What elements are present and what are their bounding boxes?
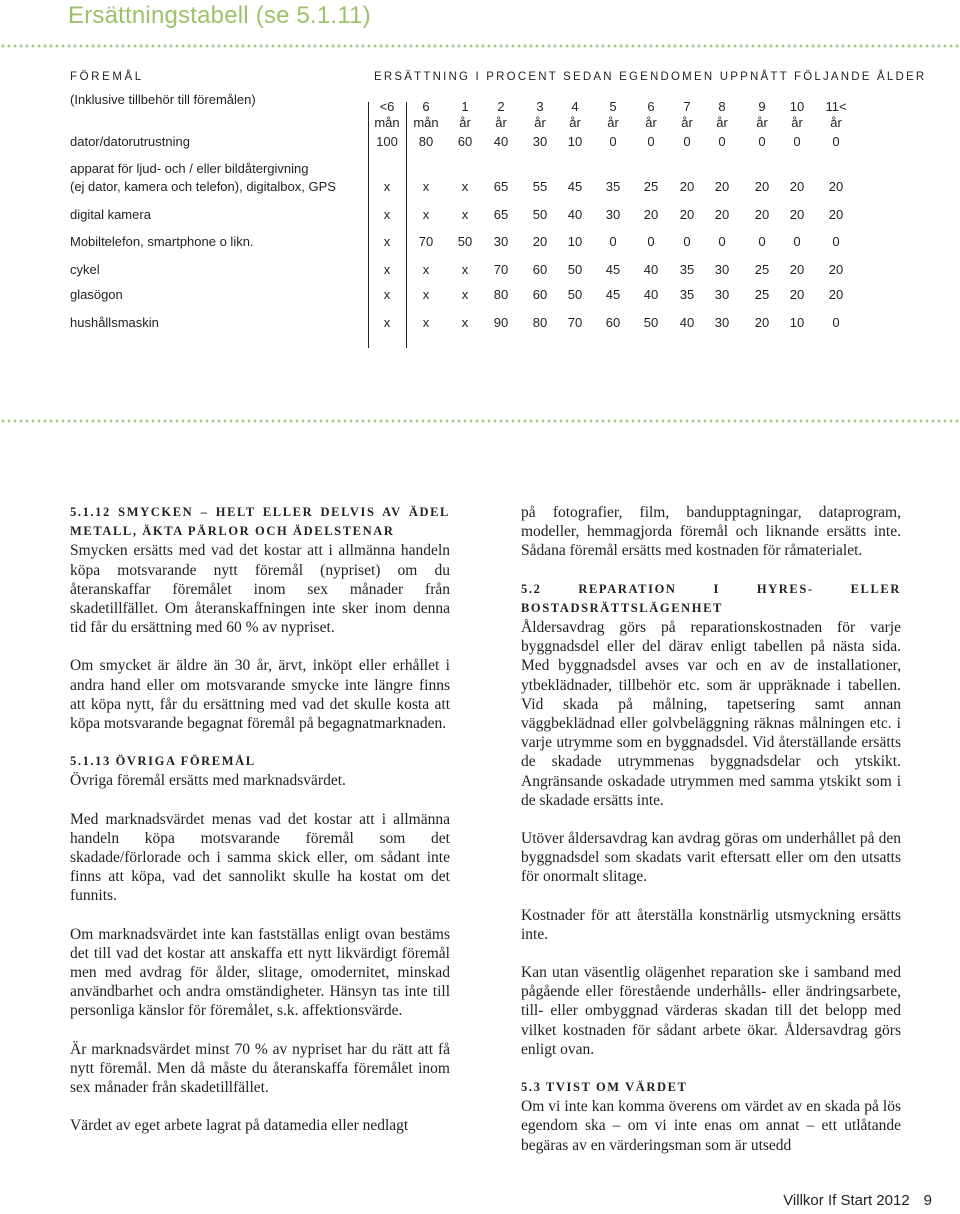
table-cell: 45 <box>605 262 621 277</box>
paragraph: Kan utan väsentlig olägenhet reparation ske i samband med pågående eller förestående underhålls- eller ändringsarbete, till- eller ombyggnad värderas skadan till det belopp med vilket kostnaden för sådant arbete ökar. Åldersavdrag görs enligt ovan. <box>521 964 901 1058</box>
paragraph: Kostnader för att återställa konstnärlig utsmyckning ersätts inte. <box>521 906 901 943</box>
table-cell: 0 <box>793 234 801 249</box>
age-unit: år <box>681 115 693 130</box>
age-unit: år <box>645 115 657 130</box>
table-cell: 20 <box>714 207 730 222</box>
table-cell: 20 <box>789 179 805 194</box>
age-column-header <box>777 99 817 131</box>
table-cell: x <box>461 207 469 222</box>
table-cell: 20 <box>679 179 695 194</box>
table-cell: 65 <box>493 179 509 194</box>
paragraph: på fotografier, film, bandupptagningar, dataprogram, modeller, hemmagjorda föremål och liknande ersätts inte. Sådana föremål ersätts med kostnaden för råmaterialet. <box>521 504 901 560</box>
age-value: 11< <box>825 99 847 114</box>
row-label: apparat för ljud- och / eller bildåtergivning <box>70 161 309 176</box>
table-cell: 0 <box>683 134 691 149</box>
age-column-header <box>481 99 521 131</box>
paragraph: Om vi inte kan komma överens om värdet av en skada på lös egendom ska – om vi inte enas om annat – ett utlåtande begäras av en värderingsman som är utsedd <box>521 1098 901 1154</box>
table-cell: 0 <box>718 234 726 249</box>
table-cell: 0 <box>609 234 617 249</box>
table-cell: 50 <box>532 207 548 222</box>
table-cell: 30 <box>714 315 730 330</box>
table-cell: 0 <box>832 315 840 330</box>
table-item-subheading: (Inklusive tillbehör till föremålen) <box>70 92 256 107</box>
table-cell: 25 <box>643 179 659 194</box>
table-cell: 0 <box>832 134 840 149</box>
footer-text: Villkor If Start 2012 <box>783 1192 910 1209</box>
dotted-divider-top <box>0 44 960 48</box>
row-label: dator/datorutrustning <box>70 134 190 149</box>
table-cell: x <box>422 287 430 302</box>
table-cell: 20 <box>643 207 659 222</box>
paragraph: Om smycket är äldre än 30 år, ärvt, inköpt eller erhållet i andra hand eller om motsvarande smycke inte längre finns att köpa nytt, får du ersättning med vad det skulle kosta att köpa motsvarande begagnat föremål på begagnatmarknaden. <box>70 657 450 733</box>
age-value: 1 <box>461 99 469 114</box>
row-label: digital kamera <box>70 207 151 222</box>
row-label: glasögon <box>70 287 123 302</box>
table-cell: x <box>383 315 391 330</box>
table-cell: 30 <box>714 287 730 302</box>
age-value: 8 <box>718 99 726 114</box>
table-cell: 20 <box>789 262 805 277</box>
age-value: 3 <box>536 99 544 114</box>
table-cell: x <box>461 179 469 194</box>
table-cell: 0 <box>683 234 691 249</box>
age-unit: år <box>459 115 471 130</box>
paragraph: Är marknadsvärdet minst 70 % av nypriset har du rätt att få nytt föremål. Men då måste du återanskaffa föremålet inom sex månader från skadetillfället. <box>70 1040 450 1097</box>
table-cell: 40 <box>567 207 583 222</box>
table-cell: 0 <box>718 134 726 149</box>
table-cell: 0 <box>793 134 801 149</box>
table-cell: 20 <box>754 207 770 222</box>
age-value: 9 <box>758 99 766 114</box>
table-cell: 80 <box>493 287 509 302</box>
section-heading-5-2: 5.2 REPARATION I HYRES- ELLER BOSTADSRÄTTSLÄGENHET <box>521 581 901 615</box>
table-cell: 20 <box>714 179 730 194</box>
table-cell: 0 <box>609 134 617 149</box>
table-cell: 0 <box>758 134 766 149</box>
table-cell: 60 <box>532 262 548 277</box>
row-label-continued: (ej dator, kamera och telefon), digitalbox, GPS <box>70 179 336 194</box>
left-text-column <box>70 503 450 1135</box>
table-cell: 20 <box>828 179 844 194</box>
age-column-header <box>742 99 782 131</box>
table-cell: 0 <box>647 234 655 249</box>
paragraph: Utöver åldersavdrag kan avdrag göras om underhållet på den byggnadsdel som skadats varit eftersatt eller om den utsatts för onormalt slitage. <box>521 830 901 886</box>
table-item-heading: FÖREMÅL <box>70 71 144 83</box>
table-cell: 80 <box>418 134 434 149</box>
table-cell: 10 <box>567 134 583 149</box>
table-cell: x <box>422 179 430 194</box>
age-column-header <box>667 99 707 131</box>
table-cell: 20 <box>532 234 548 249</box>
table-cell: 40 <box>679 315 695 330</box>
age-unit: mån <box>374 115 400 130</box>
table-cell: 70 <box>418 234 434 249</box>
table-cell: 35 <box>605 179 621 194</box>
table-cell: 70 <box>493 262 509 277</box>
table-cell: 60 <box>457 134 473 149</box>
paragraph: Med marknadsvärdet menas vad det kostar att i allmänna handeln köpa motsvarande föremål som det skadade/förlorade och i samma skick eller, om sådant inte finns att köpa, vad det sannolikt skulle ha kostat om det funnits. <box>70 810 450 905</box>
table-cell: x <box>461 315 469 330</box>
age-column-header <box>702 99 742 131</box>
age-unit: mån <box>413 115 439 130</box>
age-value: <6 <box>379 99 395 114</box>
table-cell: 80 <box>532 315 548 330</box>
table-cell: 30 <box>605 207 621 222</box>
table-cell: 30 <box>493 234 509 249</box>
dotted-divider-middle <box>0 419 960 423</box>
age-column-header <box>816 99 856 131</box>
table-cell: 20 <box>828 287 844 302</box>
row-label: hushållsmaskin <box>70 315 159 330</box>
table-cell: 25 <box>754 287 770 302</box>
table-cell: x <box>422 207 430 222</box>
page-footer <box>783 1192 932 1209</box>
table-cell: 100 <box>376 134 398 149</box>
table-cell: x <box>461 287 469 302</box>
row-label: cykel <box>70 262 100 277</box>
age-unit: år <box>569 115 581 130</box>
paragraph: Åldersavdrag görs på reparationskostnaden för varje byggnadsdel eller del därav enligt tabellen på nästa sida. Med byggnadsdel avses var och en av de installationer, ytbeklädnader, tillbehör etc. som är uppräknade i tabellen. Vid skada på målning, tapetsering samt annan väggbeklädnad eller golvbeläggning räknas målningen etc. i varje utrymme som en byggnadsdel. Vid återställande ersätts de skadade utrymmenas byggnadsdelar och ytskikt. Angränsande oskadade utrymmen med samma ytskikt som i de skadade ersätts inte. <box>521 619 901 809</box>
table-cell: 65 <box>493 207 509 222</box>
page-number: 9 <box>923 1192 932 1209</box>
table-cell: 10 <box>789 315 805 330</box>
paragraph: Smycken ersätts med vad det kostar att i allmänna handeln köpa motsvarande nytt föremål (nypriset) om du återanskaffar föremålet inom sex månader från skadetillfället. Om återanskaffningen inte sker inom denna tid får du ersättning med 60 % av nypriset. <box>70 542 450 637</box>
age-value: 4 <box>571 99 579 114</box>
age-value: 7 <box>683 99 691 114</box>
table-cell: 20 <box>679 207 695 222</box>
table-cell: 30 <box>714 262 730 277</box>
age-unit: år <box>716 115 728 130</box>
table-cell: 0 <box>758 234 766 249</box>
table-cell: 45 <box>567 179 583 194</box>
table-cell: 20 <box>828 207 844 222</box>
table-cell: 35 <box>679 287 695 302</box>
table-cell: 0 <box>832 234 840 249</box>
table-cell: 70 <box>567 315 583 330</box>
age-unit: år <box>830 115 842 130</box>
table-cell: 40 <box>643 287 659 302</box>
table-cell: 0 <box>647 134 655 149</box>
paragraph: Värdet av eget arbete lagrat på datamedia eller nedlagt <box>70 1117 409 1135</box>
table-cell: 50 <box>457 234 473 249</box>
table-cell: 35 <box>679 262 695 277</box>
table-cell: 10 <box>567 234 583 249</box>
table-cell: 50 <box>567 287 583 302</box>
section-heading-5-3: 5.3 TVIST OM VÄRDET <box>521 1080 688 1095</box>
age-column-header <box>555 99 595 131</box>
row-label: Mobiltelefon, smartphone o likn. <box>70 234 254 249</box>
age-column-header <box>593 99 633 131</box>
table-cell: 60 <box>605 315 621 330</box>
table-cell: 20 <box>828 262 844 277</box>
age-unit: år <box>756 115 768 130</box>
age-column-header <box>406 99 446 131</box>
table-cell: 20 <box>754 179 770 194</box>
age-unit: år <box>534 115 546 130</box>
section-heading-5-1-12: 5.1.12 SMYCKEN – HELT ELLER DELVIS AV ÄDEL METALL, ÄKTA PÄRLOR OCH ÄDELSTENAR <box>70 505 450 539</box>
table-cell: 20 <box>789 207 805 222</box>
age-unit: år <box>607 115 619 130</box>
table-cell: 90 <box>493 315 509 330</box>
table-cell: x <box>461 262 469 277</box>
table-cell: 50 <box>643 315 659 330</box>
age-value: 6 <box>647 99 655 114</box>
table-cell: 55 <box>532 179 548 194</box>
table-cell: x <box>383 287 391 302</box>
table-cell: 20 <box>754 315 770 330</box>
page-title: Ersättningstabell (se 5.1.11) <box>68 2 371 29</box>
age-value: 10 <box>789 99 805 114</box>
table-cell: 40 <box>643 262 659 277</box>
table-percent-heading: ERSÄTTNING I PROCENT SEDAN EGENDOMEN UPPNÅTT FÖLJANDE ÅLDER <box>374 71 927 83</box>
age-column-header <box>445 99 485 131</box>
age-unit: år <box>791 115 803 130</box>
section-heading-5-1-13: 5.1.13 ÖVRIGA FÖREMÅL <box>70 754 256 769</box>
right-text-column <box>521 503 901 1155</box>
table-cell: 25 <box>754 262 770 277</box>
table-cell: 45 <box>605 287 621 302</box>
table-cell: 50 <box>567 262 583 277</box>
age-column-header <box>631 99 671 131</box>
age-value: 5 <box>609 99 617 114</box>
age-value: 6 <box>422 99 430 114</box>
paragraph: Om marknadsvärdet inte kan fastställas enligt ovan bestäms det till vad det kostar att anskaffa ett nytt likvärdigt föremål men med avdrag för ålder, slitage, omodernitet, minskad användbarhet och andra omständigheter. Hänsyn tas inte till personliga känslor för föremålet, s.k. affektionsvärde. <box>70 925 450 1020</box>
table-cell: 30 <box>532 134 548 149</box>
table-cell: x <box>422 315 430 330</box>
paragraph: Övriga föremål ersätts med marknadsvärdet. <box>70 772 346 790</box>
age-column-header <box>520 99 560 131</box>
table-cell: 60 <box>532 287 548 302</box>
table-cell: 20 <box>789 287 805 302</box>
table-cell: x <box>383 179 391 194</box>
table-cell: x <box>383 262 391 277</box>
table-cell: 40 <box>493 134 509 149</box>
table-cell: x <box>383 207 391 222</box>
age-column-header <box>367 99 407 131</box>
table-cell: x <box>383 234 391 249</box>
age-value: 2 <box>497 99 505 114</box>
age-unit: år <box>495 115 507 130</box>
table-cell: x <box>422 262 430 277</box>
